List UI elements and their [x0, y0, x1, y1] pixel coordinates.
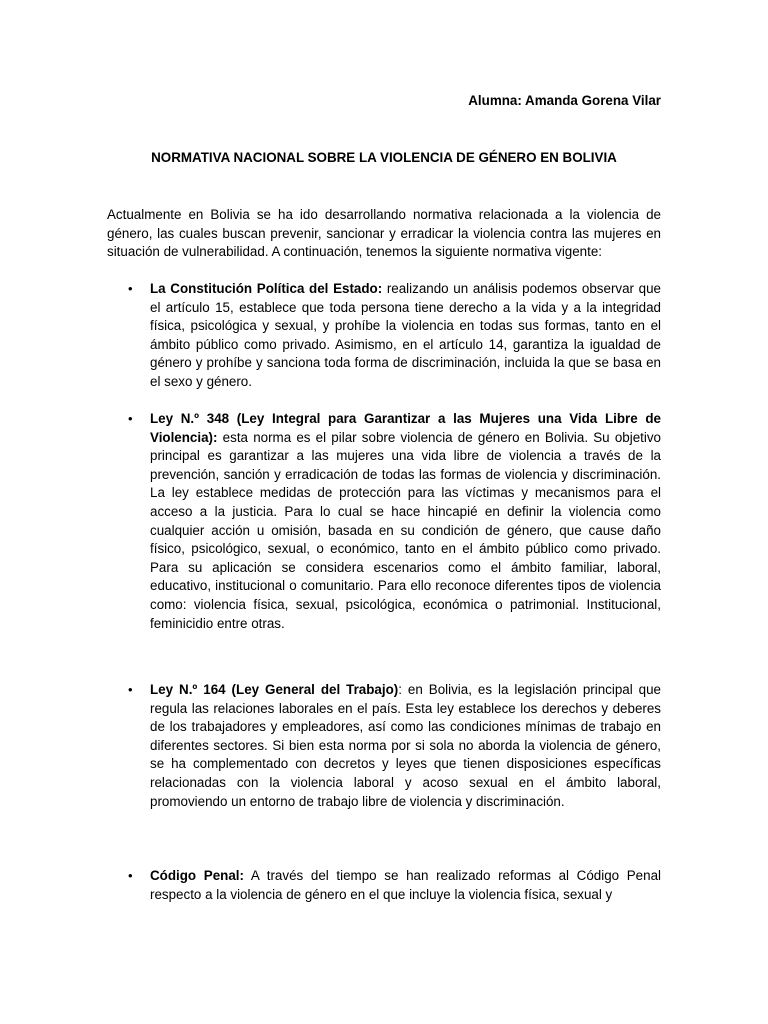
list-item-title: Ley N.º 348 (Ley Integral para Garantizar a las Mujeres una Vida Libre de Violencia): [150, 411, 661, 445]
list-item-title: La Constitución Política del Estado: [150, 281, 383, 296]
author-line: Alumna: Amanda Gorena Vilar [468, 93, 661, 108]
bullet-icon: • [128, 682, 133, 697]
list-item-title: Código Penal: [150, 868, 244, 883]
bullet-icon: • [128, 281, 133, 296]
list-item-text [150, 410, 661, 633]
list-item-body: A través del tiempo se han realizado reformas al Código Penal respecto a la violencia de género en el que incluye la violencia física, sexual y [150, 868, 662, 902]
bullet-icon: • [128, 411, 133, 426]
intro-paragraph: Actualmente en Bolivia se ha ido desarrollando normativa relacionada a la violencia de género, las cuales buscan prevenir, sancionar y erradicar la violencia contra las mujeres en situación de vulnerabilidad. A continuación, tenemos la siguiente normativa vigente: [107, 207, 661, 260]
list-item-text [150, 681, 661, 811]
list-item-body: esta norma es el pilar sobre violencia de género en Bolivia. Su objetivo principal es garantizar a las mujeres una vida libre de violencia a través de la prevención, sanción y erradicación de todas las formas de violencia y discriminación. La ley establece medidas de protección para las víctimas y mecanismos para el acceso a la justicia. Para lo cual se hace hincapié en definir la violencia como cualquier acción u omisión, basada en su condición de género, que cause daño físico, psicológico, sexual, o económico, tanto en el ámbito público como privado. Para su aplicación se considera escenarios como el ámbito familiar, laboral, educativo, institucional o comunitario. Para ello reconoce diferentes tipos de violencia como: violencia física, sexual, psicológica, económica o patrimonial. Institucional, feminicidio entre otras. [150, 429, 661, 631]
list-item-ley-164 [128, 681, 661, 811]
list-item-ley-348 [128, 410, 661, 633]
bullet-icon: • [128, 868, 133, 883]
list-item-body: : en Bolivia, es la legislación principal que regula las relaciones laborales en el país. Esta ley establece los derechos y deberes de los trabajadores y empleadores, así como las condiciones mínimas de trabajo en diferentes sectores. Si bien esta norma por si sola no aborda la violencia de género, se ha complementado con decretos y leyes que tienen disposiciones específicas relacionadas con la violencia laboral y acoso sexual en el ámbito laboral, promoviendo un entorno de trabajo libre de violencia y discriminación. [150, 682, 661, 809]
document-title: NORMATIVA NACIONAL SOBRE LA VIOLENCIA DE GÉNERO EN BOLIVIA [151, 150, 617, 165]
list-item-constitucion [128, 280, 661, 392]
list-item-text [150, 867, 661, 904]
list-item-title: Ley N.º 164 (Ley General del Trabajo) [150, 682, 399, 697]
list-item-body: realizando un análisis podemos observar que el artículo 15, establece que toda persona tiene derecho a la vida y a la integridad física, psicológica y sexual, y prohíbe la violencia en todas sus formas, tanto en el ámbito público como privado. Asimismo, en el artículo 14, garantiza la igualdad de género y prohíbe y sanciona toda forma de discriminación, incluida la que se basa en el sexo y género. [150, 281, 662, 389]
list-item-text [150, 280, 661, 392]
list-item-codigo-penal [128, 867, 661, 904]
